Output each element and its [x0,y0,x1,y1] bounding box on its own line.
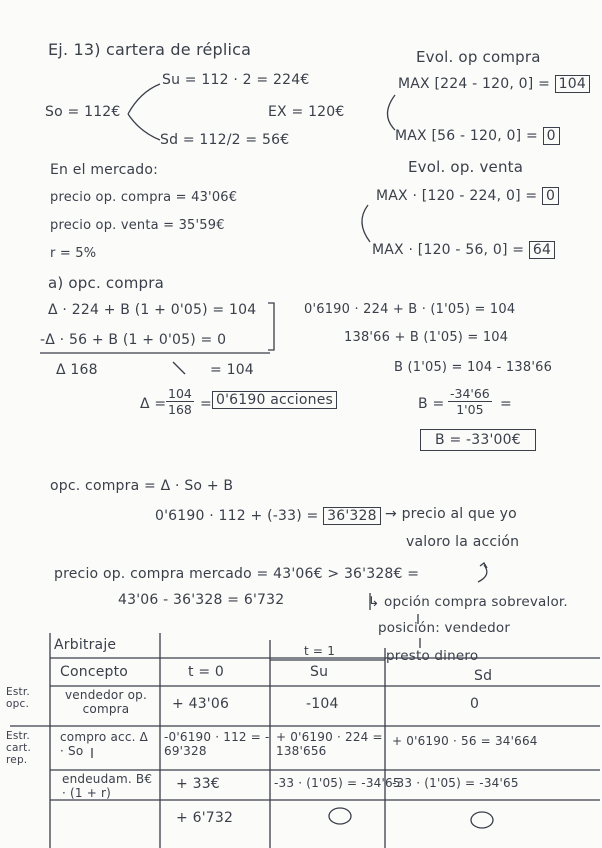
system-sum-right: = 104 [210,362,254,378]
market-heading: En el mercado: [50,162,159,178]
table-title: Arbitraje [54,637,117,653]
evol-compra-up: MAX [224 - 120, 0] = 104 [398,76,590,92]
valuation-result: 36'328 [323,507,381,525]
side-label-option: Estr. opc. [6,686,30,710]
system-brace [268,303,274,350]
conclusion-position: posición: vendedor [378,620,511,636]
table-header-t0: t = 0 [188,664,225,680]
evol-compra-up-value: 104 [555,75,590,93]
market-rate: r = 5% [50,246,97,261]
table-row-1-su: -104 [306,696,339,712]
solve-b-step2: 138'66 + B (1'05) = 104 [344,330,509,345]
system-eq2: -Δ · 56 + B (1 + 0'05) = 0 [40,332,227,348]
b-label: B = [418,396,445,412]
page-title: Ej. 13) cartera de réplica [48,40,252,59]
b-eq: = [500,396,512,412]
delta-result: 0'6190 acciones [212,392,337,408]
b-fraction: $\frac{-34'66}{1'05}$ [450,386,490,417]
table-row-2-sd: + 0'6190 · 56 = 34'664 [392,734,538,748]
conclusion-lend: presto dinero [386,648,479,664]
table-row-3-sd: -33 · (1'05) = -34'65 [392,776,519,790]
evol-venta-branch [362,205,370,242]
table-header-concept: Concepto [60,664,129,680]
solve-b-step1: 0'6190 · 224 + B · (1'05) = 104 [304,302,516,317]
solve-b-step3: B (1'05) = 104 - 138'66 [394,360,553,375]
tree-su: Su = 112 · 2 = 224€ [162,72,310,88]
tree-sd: Sd = 112/2 = 56€ [160,132,290,148]
table-row-4-sd [478,813,486,827]
tree-so: So = 112€ [45,104,121,120]
part-a-heading: a) opc. compra [48,274,165,292]
table-row-2-t0: -0'6190 · 112 = - 69'328 [164,730,270,758]
valuation-note2: valoro la acción [406,534,520,550]
table-row-1-concept: vendedor op. compra [65,688,147,716]
evol-venta-down-value: 64 [529,241,555,259]
evol-compra-down: MAX [56 - 120, 0] = 0 [395,128,560,144]
table-row-4-t0: + 6'732 [176,810,234,826]
valuation-note1: → precio al que yo [385,506,517,522]
valuation-diff: 43'06 - 36'328 = 6'732 [118,592,285,608]
evol-venta-down: MAX · [120 - 56, 0] = 64 [372,242,555,258]
evol-venta-heading: Evol. op. venta [408,158,524,176]
evol-compra-down-value: 0 [543,127,560,145]
valuation-calc: 0'6190 · 112 + (-33) = 36'328 [155,508,381,524]
system-sum-left: Δ 168 [56,362,98,378]
tree-ex: EX = 120€ [268,104,345,120]
table-row-4-su [336,809,344,823]
table-row-3-su: -33 · (1'05) = -34'65 [274,776,401,790]
delta-label: Δ = [140,396,167,412]
table-header-su: Su [310,664,329,680]
table-row-1-sd: 0 [470,696,480,712]
table-row-2-concept: compro acc. Δ · So [60,730,149,758]
table-header-t1: t = 1 [304,644,336,658]
market-put-price: precio op. venta = 35'59€ [50,218,225,233]
delta-fraction: $\frac{104}{168}$ [168,386,192,417]
valuation-compare: precio op. compra mercado = 43'06€ > 36'328€ = [54,566,420,582]
table-header-sd: Sd [474,668,493,684]
delta-eq: = [200,396,212,412]
b-result: B = -33'00€ [420,432,536,448]
table-row-3-concept: endeudam. B€ · (1 + r) [62,772,153,800]
table-row-1-t0: + 43'06 [172,696,230,712]
conclusion-overvalued: ↳ opción compra sobrevalor. [368,594,568,610]
table-row-3-t0: + 33€ [176,776,220,792]
evol-venta-up-value: 0 [542,187,559,205]
valuation-formula: opc. compra = Δ · So + B [50,478,234,494]
side-label-replica: Estr. cart. rep. [6,730,31,766]
system-eq1: Δ · 224 + B (1 + 0'05) = 104 [48,302,257,318]
tree-branch-down [128,114,160,140]
evol-compra-heading: Evol. op compra [416,48,541,66]
market-call-price: precio op. compra = 43'06€ [50,190,238,205]
evol-venta-up: MAX · [120 - 224, 0] = 0 [376,188,559,204]
table-row-2-su: + 0'6190 · 224 = 138'656 [276,730,383,758]
tree-branch-up [128,84,160,114]
evol-compra-branch [388,95,396,130]
